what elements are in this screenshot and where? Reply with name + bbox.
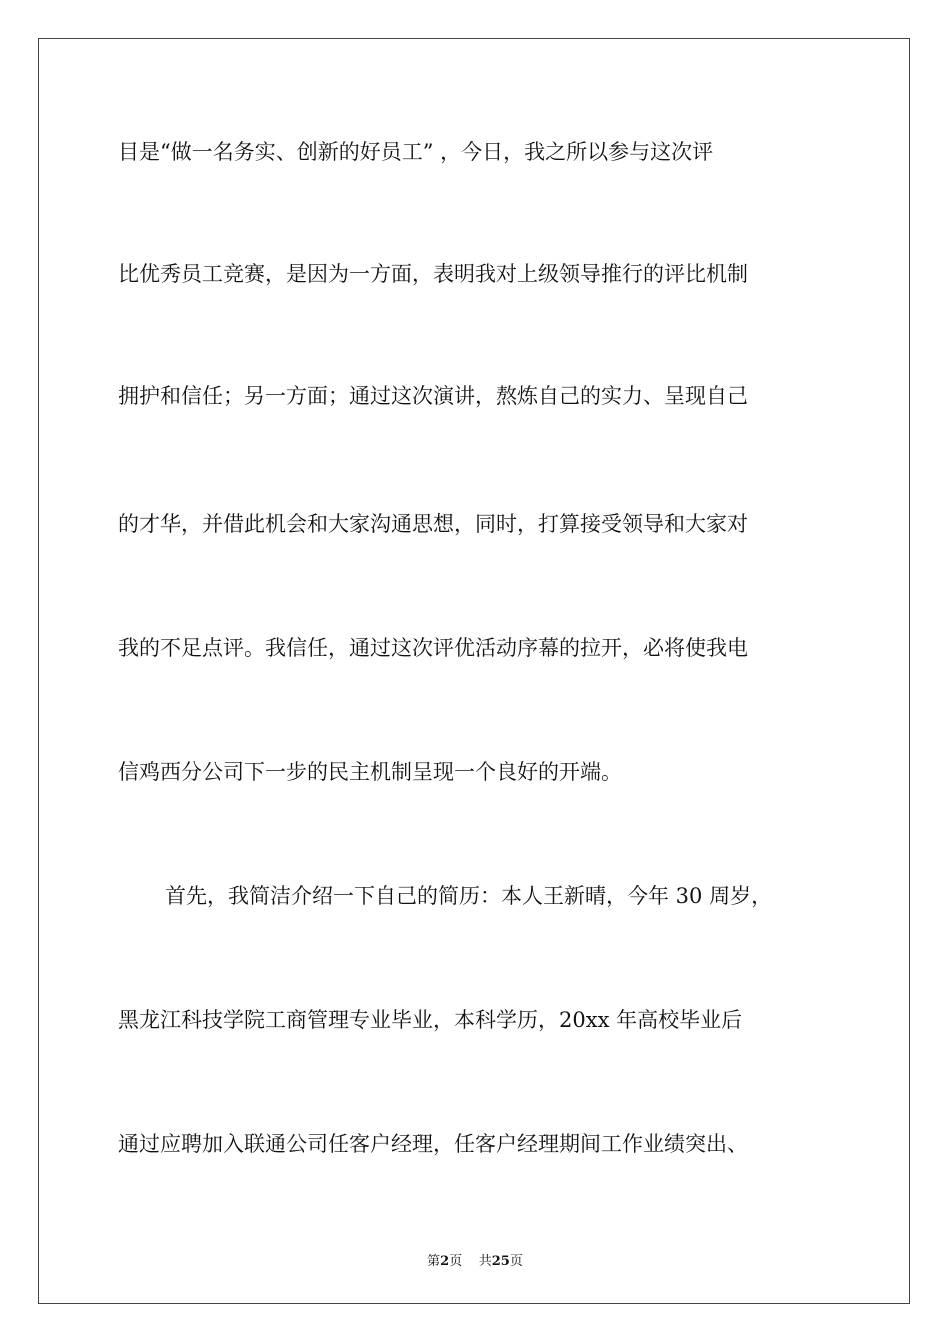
footer-page-number: 2	[440, 1254, 450, 1269]
body-line-7: 首先，我简洁介绍一下自己的简历：本人王新晴，今年 30 周岁，	[165, 884, 773, 908]
footer-total-prefix: 共	[478, 1254, 492, 1269]
footer-total-suffix: 页	[509, 1254, 523, 1269]
body-line-5: 我的不足点评。我信任，通过这次评优活动序幕的拉开，必将使我电	[118, 636, 748, 660]
footer-page-prefix: 第	[427, 1254, 441, 1269]
page-footer	[0, 1250, 950, 1269]
body-line-8: 黑龙江科技学院工商管理专业毕业，本科学历，20xx 年高校毕业后	[118, 1008, 743, 1032]
footer-total-pages: 25	[491, 1254, 510, 1269]
body-line-4: 的才华，并借此机会和大家沟通思想，同时，打算接受领导和大家对	[118, 512, 748, 536]
body-line-6: 信鸡西分公司下一步的民主机制呈现一个良好的开端。	[118, 760, 622, 784]
body-line-9: 通过应聘加入联通公司任客户经理，任客户经理期间工作业绩突出、	[118, 1132, 748, 1156]
body-line-3: 拥护和信任；另一方面；通过这次演讲，熬炼自己的实力、呈现自己	[118, 384, 748, 408]
footer-page-suffix: 页	[449, 1254, 463, 1269]
page-border	[38, 38, 910, 1304]
body-line-1: 目是“做一名务实、创新的好员工” ，今日，我之所以参与这次评	[118, 140, 714, 164]
body-line-2: 比优秀员工竞赛，是因为一方面，表明我对上级领导推行的评比机制	[118, 262, 748, 286]
